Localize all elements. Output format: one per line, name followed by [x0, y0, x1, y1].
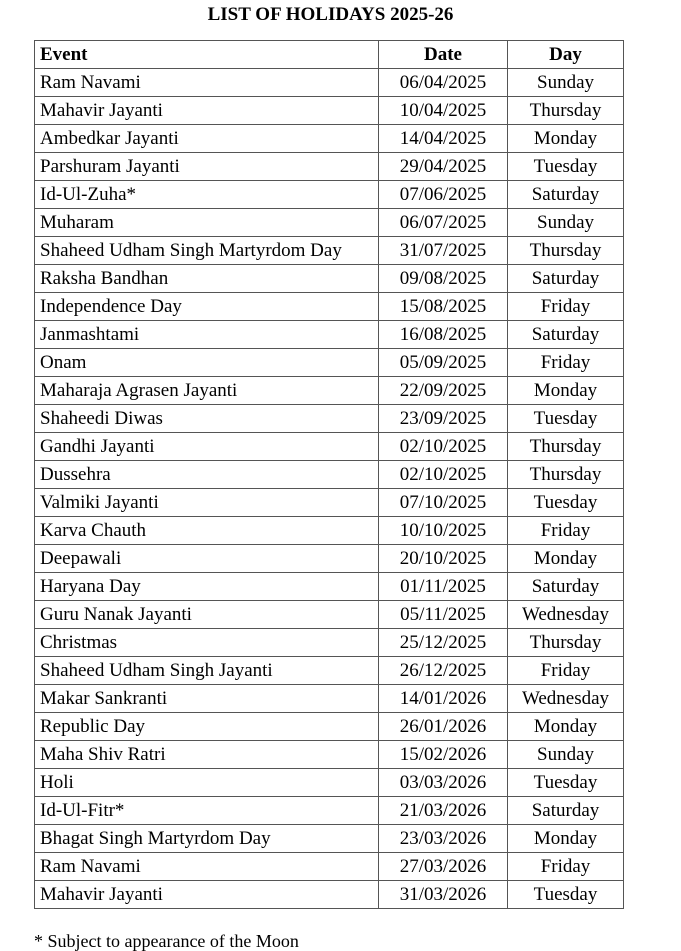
- cell-event: Holi: [35, 769, 379, 797]
- cell-day: Saturday: [508, 321, 624, 349]
- cell-event: Raksha Bandhan: [35, 265, 379, 293]
- cell-event: Republic Day: [35, 713, 379, 741]
- table-row: [35, 461, 624, 489]
- cell-event: Deepawali: [35, 545, 379, 573]
- cell-date: 05/11/2025: [379, 601, 508, 629]
- column-header-event: Event: [35, 41, 379, 69]
- cell-date: 05/09/2025: [379, 349, 508, 377]
- cell-event: Maha Shiv Ratri: [35, 741, 379, 769]
- cell-date: 10/04/2025: [379, 97, 508, 125]
- table-row: [35, 769, 624, 797]
- holidays-table: [34, 40, 624, 909]
- table-row: [35, 545, 624, 573]
- cell-day: Tuesday: [508, 153, 624, 181]
- column-header-day: Day: [508, 41, 624, 69]
- cell-day: Friday: [508, 657, 624, 685]
- cell-day: Monday: [508, 377, 624, 405]
- cell-day: Monday: [508, 125, 624, 153]
- cell-event: Dussehra: [35, 461, 379, 489]
- table-row: [35, 713, 624, 741]
- table-header: [35, 41, 624, 69]
- cell-day: Monday: [508, 545, 624, 573]
- cell-date: 14/04/2025: [379, 125, 508, 153]
- cell-day: Tuesday: [508, 769, 624, 797]
- cell-event: Independence Day: [35, 293, 379, 321]
- table-row: [35, 601, 624, 629]
- table-row: [35, 265, 624, 293]
- cell-day: Thursday: [508, 629, 624, 657]
- cell-day: Monday: [508, 825, 624, 853]
- table-row: [35, 69, 624, 97]
- cell-day: Friday: [508, 293, 624, 321]
- table-row: [35, 153, 624, 181]
- cell-day: Tuesday: [508, 881, 624, 909]
- table-row: [35, 405, 624, 433]
- cell-event: Christmas: [35, 629, 379, 657]
- cell-event: Ambedkar Jayanti: [35, 125, 379, 153]
- page-title: LIST OF HOLIDAYS 2025-26: [207, 4, 454, 25]
- cell-day: Sunday: [508, 741, 624, 769]
- cell-date: 02/10/2025: [379, 433, 508, 461]
- cell-date: 07/06/2025: [379, 181, 508, 209]
- cell-event: Id-Ul-Fitr*: [35, 797, 379, 825]
- cell-date: 26/12/2025: [379, 657, 508, 685]
- cell-day: Friday: [508, 853, 624, 881]
- cell-date: 15/08/2025: [379, 293, 508, 321]
- cell-day: Saturday: [508, 265, 624, 293]
- header-row: [35, 41, 624, 69]
- table-body: [35, 69, 624, 909]
- table-row: [35, 321, 624, 349]
- cell-date: 16/08/2025: [379, 321, 508, 349]
- cell-day: Saturday: [508, 573, 624, 601]
- table-row: [35, 573, 624, 601]
- cell-date: 29/04/2025: [379, 153, 508, 181]
- cell-date: 06/04/2025: [379, 69, 508, 97]
- cell-date: 27/03/2026: [379, 853, 508, 881]
- cell-day: Sunday: [508, 69, 624, 97]
- cell-date: 20/10/2025: [379, 545, 508, 573]
- table-row: [35, 797, 624, 825]
- cell-event: Ram Navami: [35, 69, 379, 97]
- cell-date: 07/10/2025: [379, 489, 508, 517]
- table-row: [35, 881, 624, 909]
- cell-day: Thursday: [508, 237, 624, 265]
- cell-day: Friday: [508, 517, 624, 545]
- cell-event: Parshuram Jayanti: [35, 153, 379, 181]
- table-row: [35, 209, 624, 237]
- cell-date: 23/03/2026: [379, 825, 508, 853]
- cell-event: Bhagat Singh Martyrdom Day: [35, 825, 379, 853]
- table-row: [35, 237, 624, 265]
- cell-date: 15/02/2026: [379, 741, 508, 769]
- cell-day: Wednesday: [508, 601, 624, 629]
- footnote: * Subject to appearance of the Moon: [34, 931, 299, 951]
- cell-event: Maharaja Agrasen Jayanti: [35, 377, 379, 405]
- cell-event: Mahavir Jayanti: [35, 881, 379, 909]
- cell-day: Friday: [508, 349, 624, 377]
- cell-date: 10/10/2025: [379, 517, 508, 545]
- table-row: [35, 349, 624, 377]
- table-row: [35, 657, 624, 685]
- table-row: [35, 517, 624, 545]
- table-row: [35, 825, 624, 853]
- cell-event: Onam: [35, 349, 379, 377]
- cell-event: Mahavir Jayanti: [35, 97, 379, 125]
- cell-event: Id-Ul-Zuha*: [35, 181, 379, 209]
- cell-day: Wednesday: [508, 685, 624, 713]
- table-row: [35, 433, 624, 461]
- cell-date: 26/01/2026: [379, 713, 508, 741]
- cell-event: Karva Chauth: [35, 517, 379, 545]
- cell-date: 23/09/2025: [379, 405, 508, 433]
- cell-date: 09/08/2025: [379, 265, 508, 293]
- cell-date: 03/03/2026: [379, 769, 508, 797]
- cell-date: 25/12/2025: [379, 629, 508, 657]
- cell-day: Thursday: [508, 433, 624, 461]
- table-row: [35, 293, 624, 321]
- table-row: [35, 181, 624, 209]
- cell-event: Makar Sankranti: [35, 685, 379, 713]
- cell-event: Janmashtami: [35, 321, 379, 349]
- cell-event: Shaheed Udham Singh Martyrdom Day: [35, 237, 379, 265]
- cell-date: 31/03/2026: [379, 881, 508, 909]
- cell-day: Tuesday: [508, 405, 624, 433]
- table-row: [35, 741, 624, 769]
- cell-date: 02/10/2025: [379, 461, 508, 489]
- cell-date: 22/09/2025: [379, 377, 508, 405]
- cell-event: Guru Nanak Jayanti: [35, 601, 379, 629]
- cell-date: 14/01/2026: [379, 685, 508, 713]
- cell-event: Gandhi Jayanti: [35, 433, 379, 461]
- cell-day: Tuesday: [508, 489, 624, 517]
- cell-day: Monday: [508, 713, 624, 741]
- cell-event: Ram Navami: [35, 853, 379, 881]
- table-row: [35, 377, 624, 405]
- cell-event: Valmiki Jayanti: [35, 489, 379, 517]
- table-row: [35, 685, 624, 713]
- cell-day: Thursday: [508, 461, 624, 489]
- cell-date: 01/11/2025: [379, 573, 508, 601]
- table-row: [35, 853, 624, 881]
- cell-day: Sunday: [508, 209, 624, 237]
- cell-event: Shaheed Udham Singh Jayanti: [35, 657, 379, 685]
- cell-date: 21/03/2026: [379, 797, 508, 825]
- table-row: [35, 125, 624, 153]
- cell-date: 31/07/2025: [379, 237, 508, 265]
- table-row: [35, 629, 624, 657]
- table-row: [35, 97, 624, 125]
- table-row: [35, 489, 624, 517]
- cell-event: Muharam: [35, 209, 379, 237]
- cell-date: 06/07/2025: [379, 209, 508, 237]
- cell-day: Saturday: [508, 797, 624, 825]
- cell-day: Saturday: [508, 181, 624, 209]
- cell-event: Haryana Day: [35, 573, 379, 601]
- column-header-date: Date: [379, 41, 508, 69]
- cell-day: Thursday: [508, 97, 624, 125]
- cell-event: Shaheedi Diwas: [35, 405, 379, 433]
